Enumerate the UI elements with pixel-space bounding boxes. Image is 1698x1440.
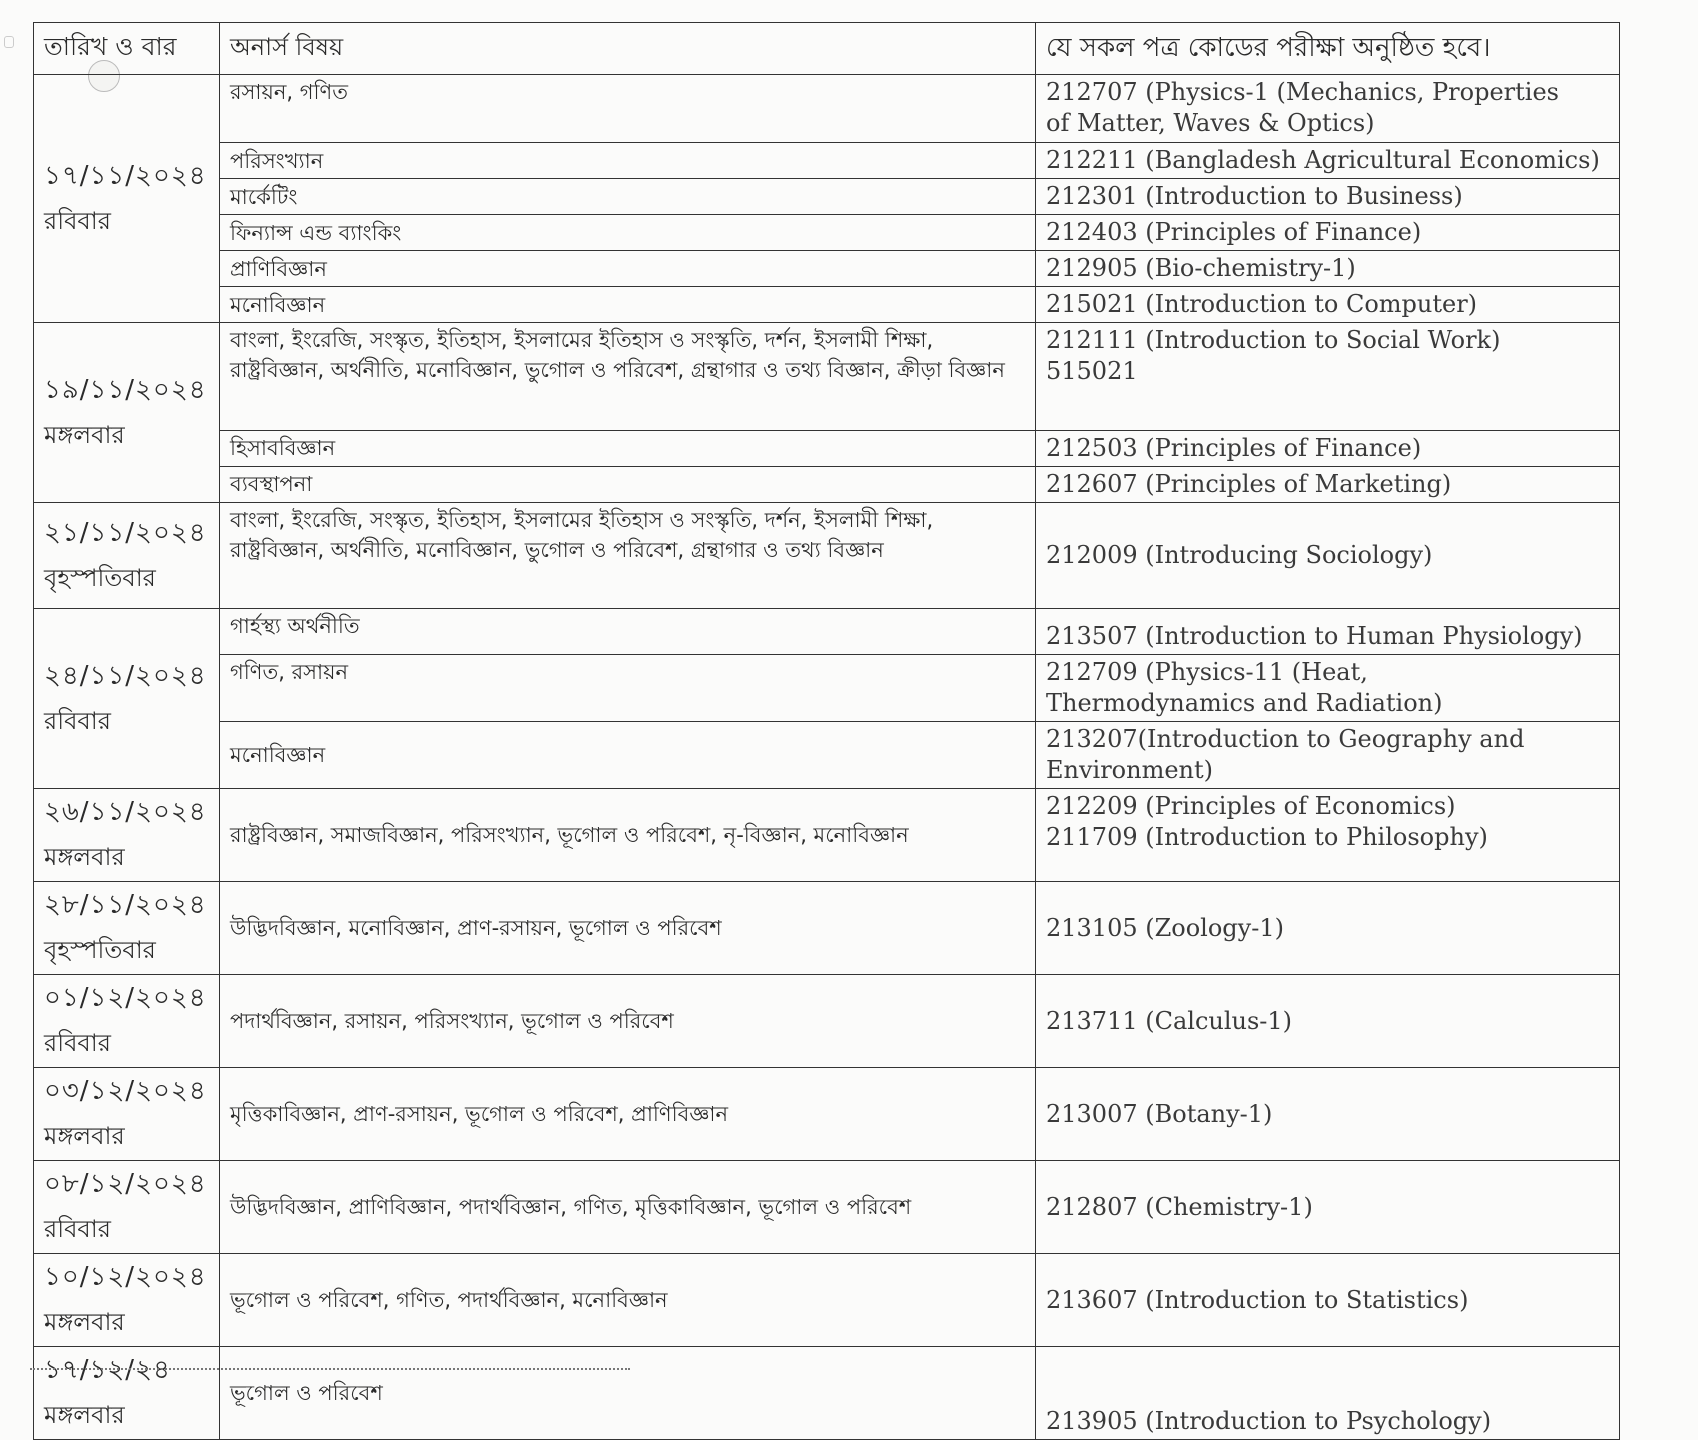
honours-subjects-cell: ভূগোল ও পরিবেশ bbox=[220, 1347, 1036, 1440]
honours-subjects-cell: হিসাববিজ্ঞান bbox=[220, 431, 1036, 467]
paper-code-cell bbox=[1036, 1254, 1620, 1347]
table-row bbox=[34, 722, 1620, 789]
table-row bbox=[34, 215, 1620, 251]
honours-subjects-cell: প্রাণিবিজ্ঞান bbox=[220, 251, 1036, 287]
paper-code-line: 212807 (Chemistry-1) bbox=[1046, 1192, 1313, 1221]
paper-code-line: 213105 (Zoology-1) bbox=[1046, 913, 1284, 942]
paper-code-line: 213711 (Calculus-1) bbox=[1046, 1006, 1293, 1035]
paper-code-line: of Matter, Waves & Optics) bbox=[1046, 109, 1375, 137]
exam-date: ০৩/১২/২০২৪ bbox=[44, 1076, 207, 1106]
honours-subjects-cell: পরিসংখ্যান bbox=[220, 143, 1036, 179]
table-row bbox=[34, 975, 1620, 1068]
paper-code-cell bbox=[1036, 75, 1620, 143]
paper-code-cell bbox=[1036, 975, 1620, 1068]
table-row bbox=[34, 789, 1620, 882]
date-day-cell bbox=[34, 789, 220, 882]
paper-code-cell bbox=[1036, 789, 1620, 882]
paper-code-line: 212403 (Principles of Finance) bbox=[1046, 218, 1422, 246]
date-day-cell bbox=[34, 323, 220, 503]
honours-subjects-cell: গার্হস্থ্য অর্থনীতি bbox=[220, 609, 1036, 655]
table-row bbox=[34, 287, 1620, 323]
exam-date: ০১/১২/২০২৪ bbox=[44, 983, 207, 1013]
exam-day: রবিবার bbox=[44, 206, 111, 235]
paper-code-cell bbox=[1036, 1161, 1620, 1254]
table-row bbox=[34, 1161, 1620, 1254]
date-day-cell bbox=[34, 609, 220, 789]
paper-code-line: 212905 (Bio-chemistry-1) bbox=[1046, 254, 1356, 282]
paper-code-cell bbox=[1036, 722, 1620, 789]
exam-date: ১৯/১১/২০২৪ bbox=[44, 374, 207, 405]
paper-code-cell bbox=[1036, 655, 1620, 722]
honours-subjects-cell: বাংলা, ইংরেজি, সংস্কৃত, ইতিহাস, ইসলামের ইতিহাস ও সংস্কৃতি, দর্শন, ইসলামী শিক্ষা, রাষ্ট্রবিজ্ঞান, অর্থনীতি, মনোবিজ্ঞান, ভুগোল ও পরিবেশ, গ্রন্থাগার ও তথ্য বিজ্ঞান, ক্রীড়া বিজ্ঞান bbox=[220, 323, 1036, 431]
table-row bbox=[34, 179, 1620, 215]
paper-code-cell bbox=[1036, 143, 1620, 179]
honours-subjects-cell: উদ্ভিদবিজ্ঞান, মনোবিজ্ঞান, প্রাণ-রসায়ন, ভূগোল ও পরিবেশ bbox=[220, 882, 1036, 975]
exam-day: রবিবার bbox=[44, 1215, 111, 1243]
exam-date: ২৮/১১/২০২৪ bbox=[44, 890, 207, 920]
paper-code-cell bbox=[1036, 323, 1620, 431]
table-row bbox=[34, 467, 1620, 503]
paper-code-line: 211709 (Introduction to Philosophy) bbox=[1046, 823, 1488, 851]
paper-code-cell bbox=[1036, 431, 1620, 467]
margin-mark bbox=[4, 36, 14, 48]
honours-subjects-cell: মনোবিজ্ঞান bbox=[220, 287, 1036, 323]
exam-date: ০৮/১২/২০২৪ bbox=[44, 1169, 207, 1199]
paper-code-line: 212209 (Principles of Economics) bbox=[1046, 792, 1456, 820]
table-row bbox=[34, 1068, 1620, 1161]
paper-code-line: 213905 (Introduction to Psychology) bbox=[1046, 1407, 1492, 1435]
paper-code-line: Thermodynamics and Radiation) bbox=[1046, 689, 1443, 717]
table-row bbox=[34, 323, 1620, 431]
exam-schedule-table bbox=[33, 22, 1620, 1440]
paper-code-cell bbox=[1036, 467, 1620, 503]
honours-subjects-cell: মনোবিজ্ঞান bbox=[220, 722, 1036, 789]
date-day-cell bbox=[34, 1161, 220, 1254]
table-row bbox=[34, 143, 1620, 179]
table-row bbox=[34, 503, 1620, 609]
exam-date: ২৪/১১/২০২৪ bbox=[44, 660, 207, 691]
honours-subjects-cell: গণিত, রসায়ন bbox=[220, 655, 1036, 722]
paper-code-line: 212503 (Principles of Finance) bbox=[1046, 434, 1422, 462]
schedule-body bbox=[34, 75, 1620, 1440]
paper-code-line: 212707 (Physics-1 (Mechanics, Properties bbox=[1046, 78, 1559, 106]
honours-subjects-cell: ব্যবস্থাপনা bbox=[220, 467, 1036, 503]
exam-schedule-sheet bbox=[33, 22, 1620, 1440]
exam-day: রবিবার bbox=[44, 706, 111, 735]
honours-subjects-cell: ফিন্যান্স এন্ড ব্যাংকিং bbox=[220, 215, 1036, 251]
exam-day: মঙ্গলবার bbox=[44, 1122, 125, 1150]
honours-subjects-cell: মার্কেটিং bbox=[220, 179, 1036, 215]
date-day-cell bbox=[34, 1254, 220, 1347]
paper-code-line: 212301 (Introduction to Business) bbox=[1046, 182, 1463, 210]
table-row bbox=[34, 882, 1620, 975]
exam-date: ১৭/১১/২০২৪ bbox=[44, 160, 207, 191]
paper-code-line: 515021 bbox=[1046, 357, 1138, 385]
date-day-cell bbox=[34, 1068, 220, 1161]
honours-subjects-cell: রাষ্ট্রবিজ্ঞান, সমাজবিজ্ঞান, পরিসংখ্যান, ভূগোল ও পরিবেশ, নৃ-বিজ্ঞান, মনোবিজ্ঞান bbox=[220, 789, 1036, 882]
table-row bbox=[34, 1347, 1620, 1440]
paper-code-line: 213607 (Introduction to Statistics) bbox=[1046, 1285, 1469, 1314]
paper-code-line: 215021 (Introduction to Computer) bbox=[1046, 290, 1478, 318]
exam-day: মঙ্গলবার bbox=[44, 1308, 125, 1336]
date-day-cell bbox=[34, 503, 220, 609]
exam-date: ২১/১১/২০২৪ bbox=[44, 517, 207, 548]
paper-code-line: 212709 (Physics-11 (Heat, bbox=[1046, 658, 1368, 686]
paper-code-cell bbox=[1036, 1347, 1620, 1440]
paper-code-cell bbox=[1036, 179, 1620, 215]
honours-subjects-cell: বাংলা, ইংরেজি, সংস্কৃত, ইতিহাস, ইসলামের ইতিহাস ও সংস্কৃতি, দর্শন, ইসলামী শিক্ষা, রাষ্ট্রবিজ্ঞান, অর্থনীতি, মনোবিজ্ঞান, ভুগোল ও পরিবেশ, গ্রন্থাগার ও তথ্য বিজ্ঞান bbox=[220, 503, 1036, 609]
paper-code-line: 212211 (Bangladesh Agricultural Economics) bbox=[1046, 146, 1600, 174]
table-row bbox=[34, 431, 1620, 467]
exam-date: ২৬/১১/২০২৪ bbox=[44, 797, 207, 827]
header-paper-codes: যে সকল পত্র কোডের পরীক্ষা অনুষ্ঠিত হবে। bbox=[1036, 23, 1620, 75]
exam-day: মঙ্গলবার bbox=[44, 843, 125, 871]
table-row bbox=[34, 609, 1620, 655]
honours-subjects-cell: মৃত্তিকাবিজ্ঞান, প্রাণ-রসায়ন, ভূগোল ও পরিবেশ, প্রাণিবিজ্ঞান bbox=[220, 1068, 1036, 1161]
paper-code-cell bbox=[1036, 251, 1620, 287]
table-row bbox=[34, 655, 1620, 722]
table-row bbox=[34, 251, 1620, 287]
header-row bbox=[34, 23, 1620, 75]
paper-code-cell bbox=[1036, 287, 1620, 323]
table-row bbox=[34, 1254, 1620, 1347]
header-date-day: তারিখ ও বার bbox=[34, 23, 220, 75]
table-row bbox=[34, 75, 1620, 143]
honours-subjects-cell: ভূগোল ও পরিবেশ, গণিত, পদার্থবিজ্ঞান, মনোবিজ্ঞান bbox=[220, 1254, 1036, 1347]
paper-code-cell bbox=[1036, 1068, 1620, 1161]
paper-code-cell bbox=[1036, 882, 1620, 975]
header-honours-subject: অনার্স বিষয় bbox=[220, 23, 1036, 75]
honours-subjects-cell: রসায়ন, গণিত bbox=[220, 75, 1036, 143]
date-day-cell bbox=[34, 75, 220, 323]
paper-code-cell bbox=[1036, 503, 1620, 609]
exam-date: ১০/১২/২০২৪ bbox=[44, 1262, 207, 1292]
exam-date: ১৭/১২/২৪ bbox=[44, 1355, 171, 1385]
paper-code-line: 212111 (Introduction to Social Work) bbox=[1046, 326, 1501, 354]
paper-code-cell bbox=[1036, 609, 1620, 655]
paper-code-line: 213007 (Botany-1) bbox=[1046, 1099, 1273, 1128]
date-day-cell bbox=[34, 975, 220, 1068]
paper-code-line: 212009 (Introducing Sociology) bbox=[1046, 541, 1433, 569]
exam-day: রবিবার bbox=[44, 1029, 111, 1057]
paper-code-cell bbox=[1036, 215, 1620, 251]
paper-code-line: 213507 (Introduction to Human Physiology) bbox=[1046, 622, 1583, 650]
bottom-text-fragment bbox=[30, 1368, 630, 1373]
exam-day: মঙ্গলবার bbox=[44, 420, 125, 449]
paper-code-line: 212607 (Principles of Marketing) bbox=[1046, 470, 1452, 498]
paper-code-line: 213207(Introduction to Geography and bbox=[1046, 725, 1525, 753]
honours-subjects-cell: পদার্থবিজ্ঞান, রসায়ন, পরিসংখ্যান, ভূগোল ও পরিবেশ bbox=[220, 975, 1036, 1068]
paper-code-line: Environment) bbox=[1046, 756, 1214, 784]
date-day-cell bbox=[34, 882, 220, 975]
exam-day: বৃহস্পতিবার bbox=[44, 936, 156, 964]
exam-day: মঙ্গলবার bbox=[44, 1401, 125, 1429]
honours-subjects-cell: উদ্ভিদবিজ্ঞান, প্রাণিবিজ্ঞান, পদার্থবিজ্ঞান, গণিত, মৃত্তিকাবিজ্ঞান, ভূগোল ও পরিবেশ bbox=[220, 1161, 1036, 1254]
exam-day: বৃহস্পতিবার bbox=[44, 563, 156, 592]
date-day-cell bbox=[34, 1347, 220, 1440]
